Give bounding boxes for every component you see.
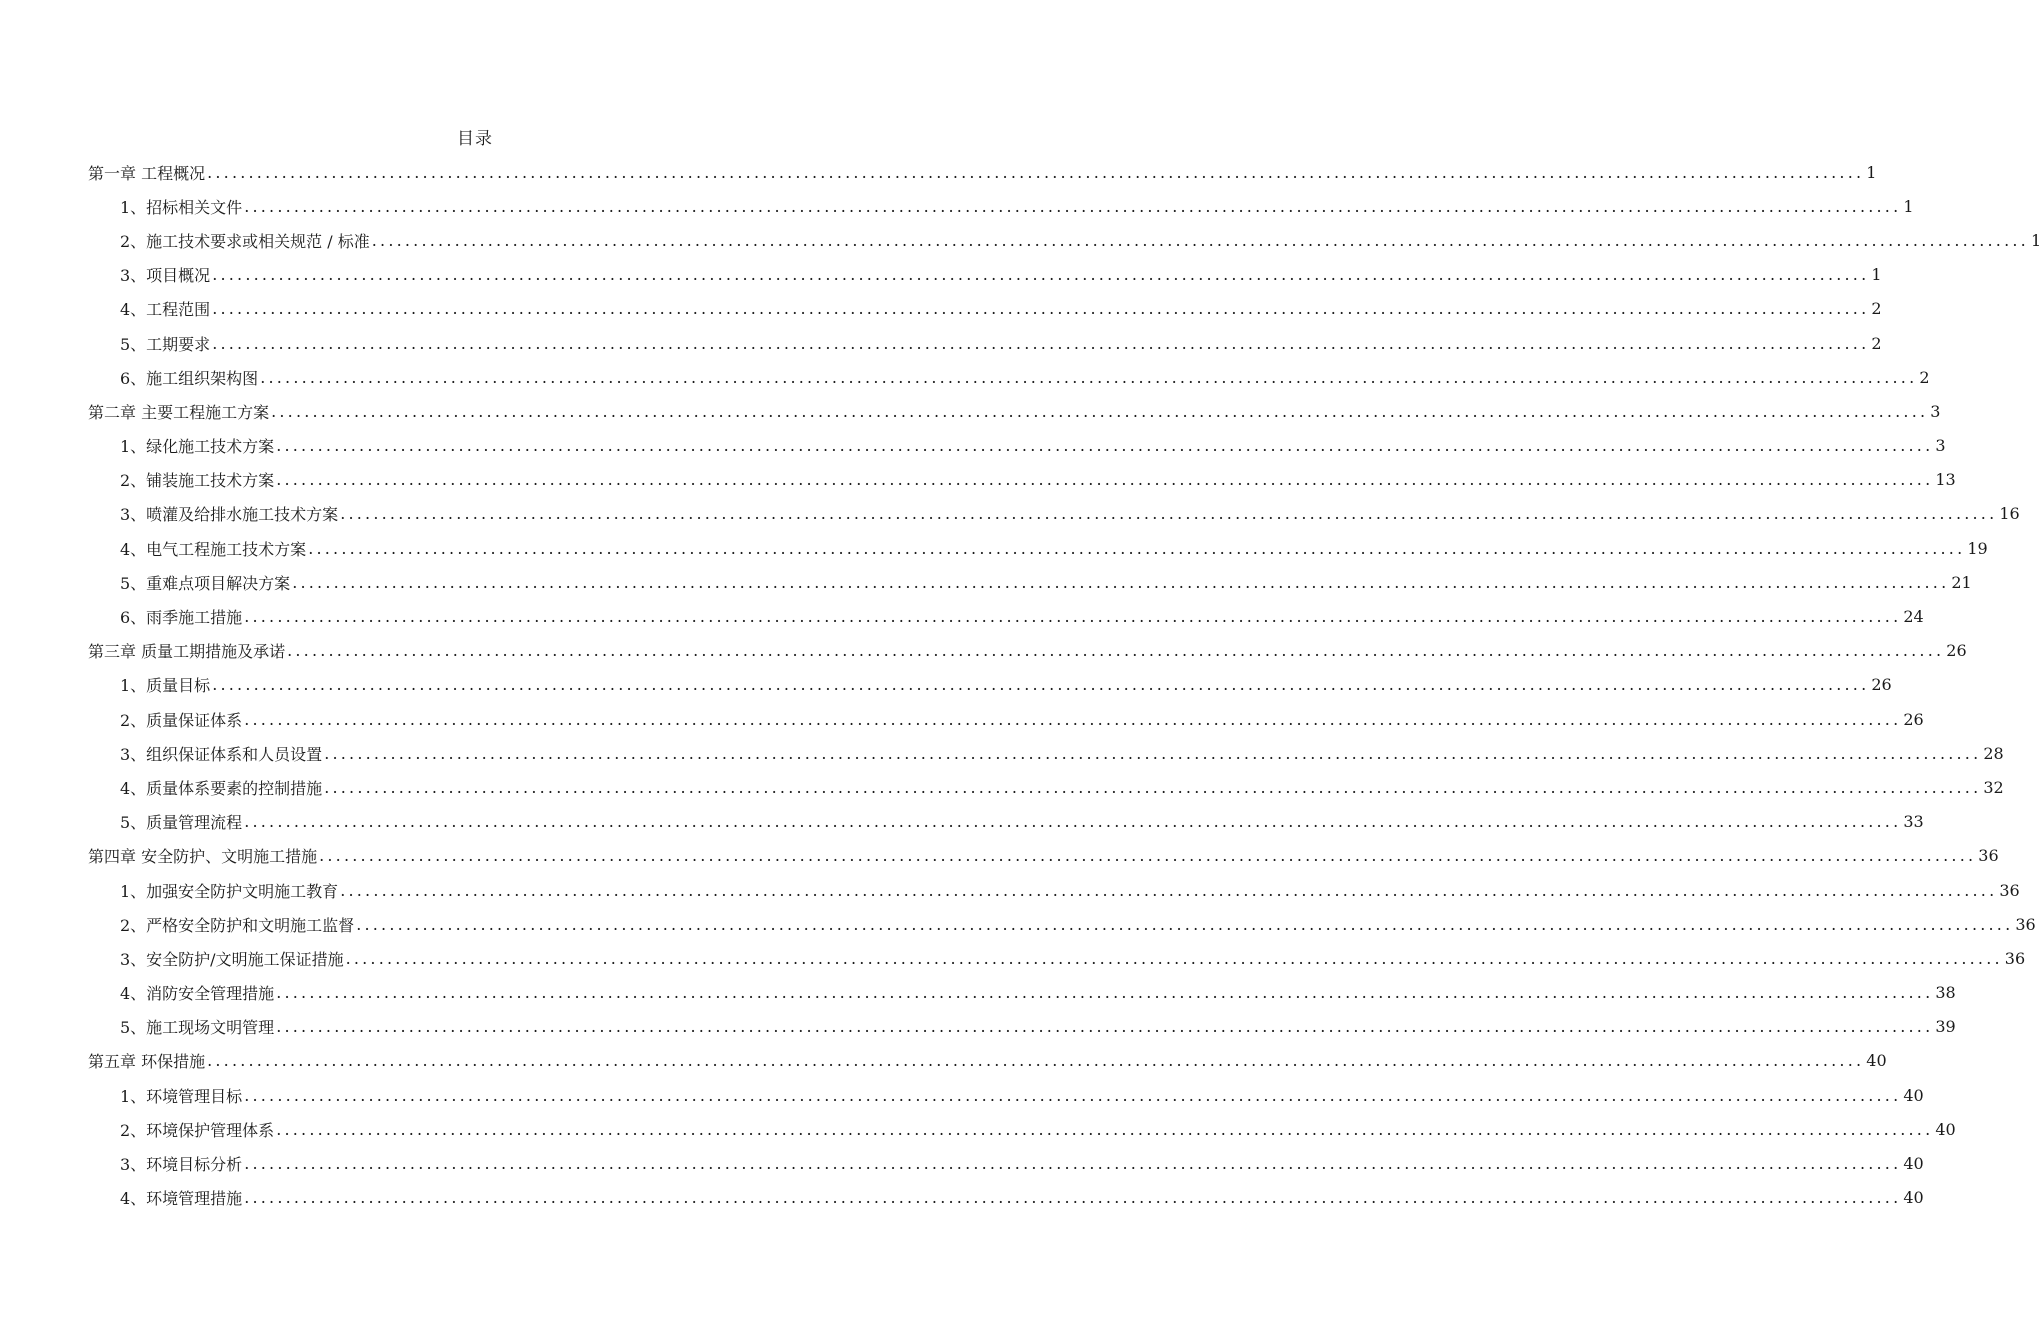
toc-section-entry[interactable] — [0, 189, 1914, 223]
toc-section-entry[interactable] — [0, 258, 1882, 292]
toc-dot-leader: ........................................................................................................................................................................................................ — [244, 1154, 1902, 1174]
toc-page-number: 36 — [1999, 880, 2020, 900]
toc-dot-leader: ........................................................................................................................................................................................................ — [212, 265, 1870, 285]
toc-section-entry[interactable] — [0, 941, 2026, 975]
toc-page-number: 24 — [1903, 607, 1924, 627]
toc-chapter-entry[interactable] — [0, 394, 1941, 428]
toc-dot-leader: ........................................................................................................................................................................................................ — [212, 299, 1870, 319]
toc-entry-title: 1、环境管理目标 — [120, 1086, 243, 1106]
toc-entry-title: 1、质量目标 — [120, 676, 211, 696]
toc-section-entry[interactable] — [0, 1181, 1924, 1215]
toc-entry-title: 6、雨季施工措施 — [120, 608, 243, 628]
toc-dot-leader: ........................................................................................................................................................................................................ — [324, 743, 1982, 763]
toc-section-entry[interactable] — [0, 1010, 1956, 1044]
toc-page-number: 2 — [1871, 299, 1882, 319]
toc-entry-title: 3、喷灌及给排水施工技术方案 — [120, 505, 339, 525]
toc-entry-title: 3、项目概况 — [120, 266, 211, 286]
toc-entry-title: 3、环境目标分析 — [120, 1155, 243, 1175]
toc-dot-leader: ........................................................................................................................................................................................................ — [244, 1085, 1902, 1105]
toc-dot-leader: ........................................................................................................................................................................................................ — [340, 880, 1998, 900]
toc-dot-leader: ........................................................................................................................................................................................................ — [244, 196, 1902, 216]
toc-entry-title: 4、消防安全管理措施 — [120, 984, 275, 1004]
toc-section-entry[interactable] — [0, 805, 1924, 839]
toc-page-number: 3 — [1935, 436, 1946, 456]
toc-page-number: 2 — [1919, 367, 1930, 387]
toc-dot-leader: ........................................................................................................................................................................................................ — [244, 709, 1902, 729]
toc-entry-title: 第一章 工程概况 — [88, 163, 206, 183]
toc-entry-title: 1、招标相关文件 — [120, 197, 243, 217]
toc-section-entry[interactable] — [0, 770, 2004, 804]
toc-page-number: 16 — [1999, 504, 2020, 524]
toc-entry-title: 4、电气工程施工技术方案 — [120, 539, 307, 559]
toc-entry-title: 5、施工现场文明管理 — [120, 1018, 275, 1038]
toc-entry-title: 第二章 主要工程施工方案 — [88, 402, 270, 422]
toc-section-entry[interactable] — [0, 1146, 1924, 1180]
toc-page-number: 26 — [1946, 641, 1967, 661]
toc-entry-title: 1、绿化施工技术方案 — [120, 437, 275, 457]
toc-page-number: 26 — [1871, 675, 1892, 695]
toc-page-number: 19 — [1967, 538, 1988, 558]
toc-page-number: 13 — [1935, 470, 1956, 490]
toc-page-number: 1 — [2030, 230, 2041, 250]
toc-dot-leader: ........................................................................................................................................................................................................ — [345, 948, 2003, 968]
toc-page-number: 40 — [1935, 1119, 1956, 1139]
toc-dot-leader: ........................................................................................................................................................................................................ — [324, 777, 1982, 797]
toc-page-number: 36 — [2004, 948, 2026, 968]
toc-dot-leader: ........................................................................................................................................................................................................ — [207, 1051, 1865, 1071]
toc-section-entry[interactable] — [0, 668, 1892, 702]
toc-dot-leader: ........................................................................................................................................................................................................ — [292, 572, 1950, 592]
toc-page-number: 28 — [1983, 743, 2004, 763]
toc-entry-title: 第五章 环保措施 — [88, 1052, 206, 1072]
toc-section-entry[interactable] — [0, 907, 2036, 941]
toc-section-entry[interactable] — [0, 326, 1882, 360]
toc-page-number: 1 — [1866, 162, 1877, 182]
toc-page-number: 2 — [1871, 333, 1882, 353]
toc-dot-leader: ........................................................................................................................................................................................................ — [276, 436, 1934, 456]
toc-dot-leader: ........................................................................................................................................................................................................ — [371, 230, 2029, 250]
toc-section-entry[interactable] — [0, 497, 2020, 531]
toc-section-entry[interactable] — [0, 873, 2020, 907]
table-of-contents — [0, 155, 2041, 1215]
toc-page-number: 39 — [1935, 1017, 1956, 1037]
toc-page-number: 40 — [1866, 1051, 1887, 1071]
toc-dot-leader: ........................................................................................................................................................................................................ — [340, 504, 1998, 524]
toc-page-number: 40 — [1903, 1154, 1924, 1174]
toc-dot-leader: ........................................................................................................................................................................................................ — [276, 470, 1934, 490]
toc-page-number: 40 — [1903, 1085, 1924, 1105]
toc-entry-title: 3、安全防护/文明施工保证措施 — [120, 949, 344, 969]
toc-title: 目录 — [457, 129, 493, 149]
toc-page-number: 21 — [1951, 572, 1972, 592]
toc-entry-title: 4、质量体系要素的控制措施 — [120, 778, 323, 798]
toc-page-number: 32 — [1983, 777, 2004, 797]
toc-entry-title: 3、组织保证体系和人员设置 — [120, 744, 323, 764]
toc-section-entry[interactable] — [0, 531, 1988, 565]
toc-entry-title: 4、环境管理措施 — [120, 1189, 243, 1209]
toc-entry-title: 第四章 安全防护、文明施工措施 — [88, 847, 318, 867]
toc-page-number: 26 — [1903, 709, 1924, 729]
toc-entry-title: 2、严格安全防护和文明施工监督 — [120, 915, 355, 935]
toc-dot-leader: ........................................................................................................................................................................................................ — [356, 914, 2014, 934]
toc-dot-leader: ........................................................................................................................................................................................................ — [276, 983, 1934, 1003]
toc-section-entry[interactable] — [0, 360, 1930, 394]
toc-section-entry[interactable] — [0, 463, 1956, 497]
toc-section-entry[interactable] — [0, 976, 1956, 1010]
toc-dot-leader: ........................................................................................................................................................................................................ — [207, 162, 1865, 182]
toc-entry-title: 5、工期要求 — [120, 334, 211, 354]
toc-entry-title: 5、质量管理流程 — [120, 813, 243, 833]
toc-page-number: 3 — [1930, 401, 1941, 421]
toc-entry-title: 第三章 质量工期措施及承诺 — [88, 642, 286, 662]
toc-section-entry[interactable] — [0, 599, 1924, 633]
toc-page-number: 36 — [1978, 846, 1999, 866]
toc-dot-leader: ........................................................................................................................................................................................................ — [276, 1017, 1934, 1037]
toc-chapter-entry[interactable] — [0, 839, 1999, 873]
toc-page-number: 36 — [2015, 914, 2036, 934]
toc-chapter-entry[interactable] — [0, 155, 1877, 189]
toc-dot-leader: ........................................................................................................................................................................................................ — [319, 846, 1977, 866]
toc-entry-title: 2、质量保证体系 — [120, 710, 243, 730]
toc-entry-title: 6、施工组织架构图 — [120, 368, 259, 388]
toc-section-entry[interactable] — [0, 292, 1882, 326]
toc-dot-leader: ........................................................................................................................................................................................................ — [271, 401, 1929, 421]
toc-dot-leader: ........................................................................................................................................................................................................ — [287, 641, 1945, 661]
toc-dot-leader: ........................................................................................................................................................................................................ — [212, 333, 1870, 353]
toc-section-entry[interactable] — [0, 565, 1972, 599]
toc-page-number: 38 — [1935, 983, 1956, 1003]
toc-dot-leader: ........................................................................................................................................................................................................ — [212, 675, 1870, 695]
toc-section-entry[interactable] — [0, 1078, 1924, 1112]
toc-dot-leader: ........................................................................................................................................................................................................ — [244, 1188, 1902, 1208]
toc-dot-leader: ........................................................................................................................................................................................................ — [308, 538, 1966, 558]
toc-dot-leader: ........................................................................................................................................................................................................ — [260, 367, 1918, 387]
toc-page-number: 1 — [1871, 265, 1882, 285]
toc-entry-title: 2、施工技术要求或相关规范 / 标准 — [120, 231, 370, 251]
toc-entry-title: 1、加强安全防护文明施工教育 — [120, 881, 339, 901]
toc-section-entry[interactable] — [0, 736, 2004, 770]
toc-page-number: 1 — [1903, 196, 1914, 216]
toc-entry-title: 4、工程范围 — [120, 300, 211, 320]
toc-dot-leader: ........................................................................................................................................................................................................ — [244, 812, 1902, 832]
toc-entry-title: 2、铺装施工技术方案 — [120, 471, 275, 491]
toc-section-entry[interactable] — [0, 223, 2041, 257]
toc-chapter-entry[interactable] — [0, 634, 1967, 668]
toc-dot-leader: ........................................................................................................................................................................................................ — [244, 607, 1902, 627]
toc-page-number: 33 — [1903, 812, 1924, 832]
toc-entry-title: 5、重难点项目解决方案 — [120, 573, 291, 593]
toc-entry-title: 2、环境保护管理体系 — [120, 1120, 275, 1140]
toc-page-number: 40 — [1903, 1188, 1924, 1208]
toc-dot-leader: ........................................................................................................................................................................................................ — [276, 1119, 1934, 1139]
toc-section-entry[interactable] — [0, 1112, 1956, 1146]
toc-section-entry[interactable] — [0, 429, 1946, 463]
toc-chapter-entry[interactable] — [0, 1044, 1887, 1078]
toc-section-entry[interactable] — [0, 702, 1924, 736]
